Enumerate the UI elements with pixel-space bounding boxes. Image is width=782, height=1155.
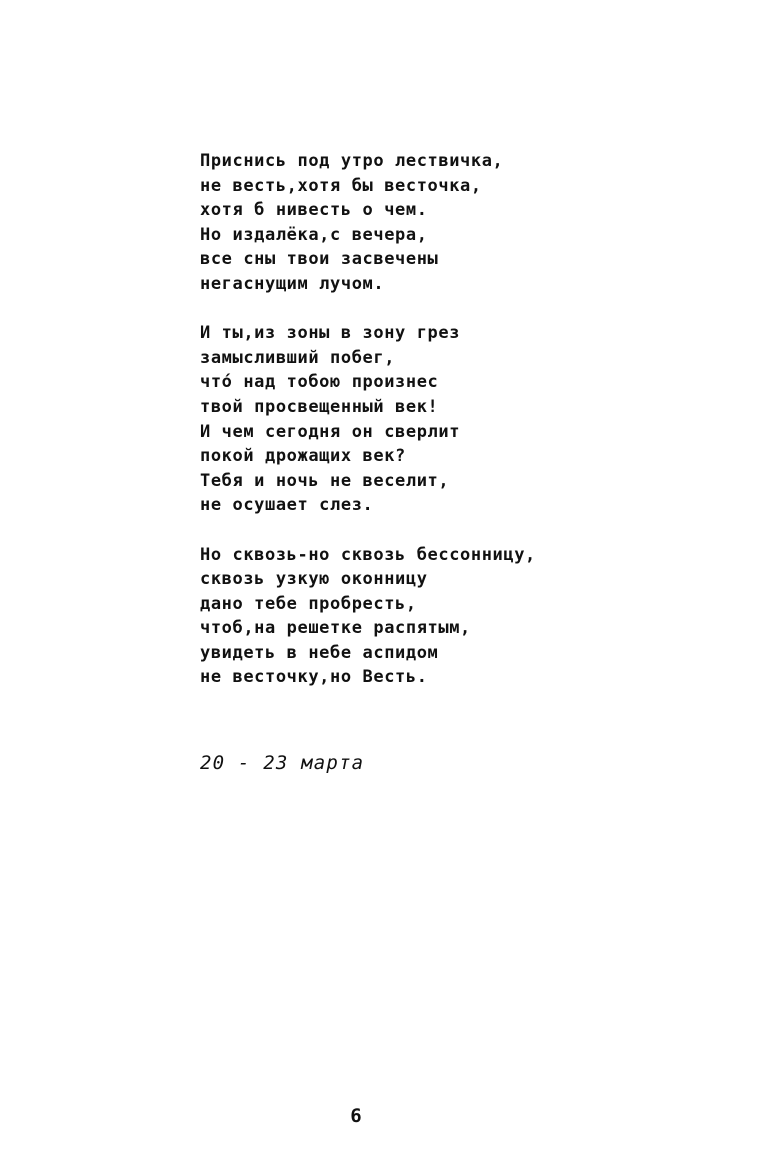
stanza-1: [200, 149, 536, 297]
poem-line: не весть,хотя бы весточка,: [200, 175, 482, 196]
poem-line: Тебя и ночь не веселит,: [200, 470, 450, 491]
poem-line: негаснущим лучом.: [200, 273, 385, 294]
poem-line: чтоб,на решетке распятым,: [200, 618, 471, 639]
poem: [200, 149, 536, 715]
poem-line: не весточку,но Весть.: [200, 667, 428, 688]
poem-line: что́ над тобою произнес: [200, 372, 439, 393]
poem-line: Но сквозь-но сквозь бессонницу,: [200, 544, 536, 565]
poem-line: замысливший побег,: [200, 347, 396, 368]
poem-line: все сны твои засвечены: [200, 249, 439, 270]
poem-line: дано тебе пробресть,: [200, 593, 417, 614]
poem-line: не осушает слез.: [200, 495, 374, 516]
page-number: 6: [350, 1105, 362, 1127]
stanza-2: [200, 321, 536, 518]
poem-line: Приснись под утро лествичка,: [200, 151, 504, 171]
poem-line: И чем сегодня он сверлит: [200, 421, 461, 442]
poem-line: Но издалёка,с вечера,: [200, 224, 428, 245]
poem-line: покой дрожащих век?: [200, 446, 406, 467]
poem-line: твой просвещенный век!: [200, 396, 439, 417]
poem-line: И ты,из зоны в зону грез: [200, 323, 461, 344]
stanza-3: [200, 543, 536, 691]
poem-line: хотя б нивесть о чем.: [200, 200, 428, 221]
poem-line: сквозь узкую оконницу: [200, 569, 428, 590]
poem-line: увидеть в небе аспидом: [200, 642, 439, 663]
poem-date: 20 - 23 марта: [200, 752, 365, 774]
